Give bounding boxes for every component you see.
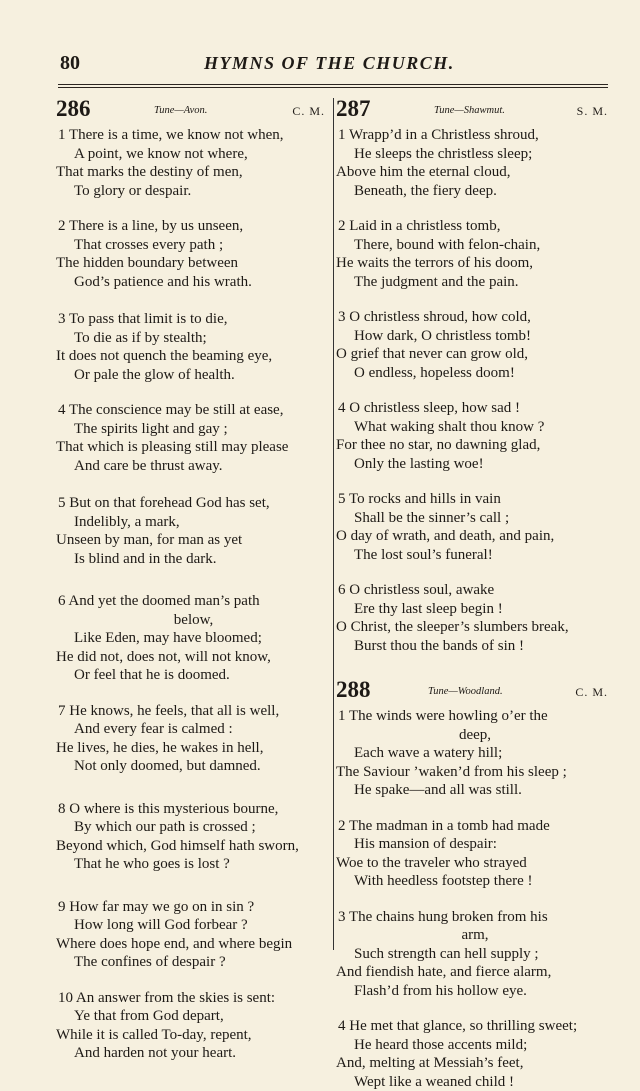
- hymn-meter: S. M.: [577, 104, 608, 119]
- stanza: [336, 817, 614, 891]
- verse-line: 3 The chains hung broken from his: [336, 908, 614, 927]
- verse-line: The spirits light and gay ;: [56, 420, 331, 439]
- verse-line: O day of wrath, and death, and pain,: [336, 527, 614, 546]
- verse-line: arm,: [336, 926, 614, 945]
- stanza: [336, 217, 614, 291]
- verse-line: 1 The winds were howling o’er the: [336, 707, 614, 726]
- verse-line: Woe to the traveler who strayed: [336, 854, 614, 873]
- verse-line: And harden not your heart.: [56, 1044, 331, 1063]
- verse-line: And every fear is calmed :: [56, 720, 331, 739]
- verse-line: Or feel that he is doomed.: [56, 666, 331, 685]
- verse-line: 1 Wrapp’d in a Christless shroud,: [336, 126, 614, 145]
- verse-line: Ere thy last sleep begin !: [336, 600, 614, 619]
- verse-line: 4 The conscience may be still at ease,: [56, 401, 331, 420]
- verse-line: 2 The madman in a tomb had made: [336, 817, 614, 836]
- verse-line: 4 He met that glance, so thrilling sweet;: [336, 1017, 614, 1036]
- hymn-number: 288: [336, 677, 371, 703]
- verse-line: And fiendish hate, and fierce alarm,: [336, 963, 614, 982]
- verse-line: A point, we know not where,: [56, 145, 331, 164]
- verse-line: Ye that from God depart,: [56, 1007, 331, 1026]
- header-rule: [58, 84, 608, 85]
- verse-line: Or pale the glow of health.: [56, 366, 331, 385]
- verse-line: Such strength can hell supply ;: [336, 945, 614, 964]
- verse-line: 4 O christless sleep, how sad !: [336, 399, 614, 418]
- left-column: [56, 96, 331, 1063]
- verse-line: Like Eden, may have bloomed;: [56, 629, 331, 648]
- hymn-number: 287: [336, 96, 371, 122]
- verse-line: To glory or despair.: [56, 182, 331, 201]
- page-number: 80: [60, 52, 80, 75]
- hymn-287: [336, 96, 614, 655]
- hymn-tune: Tune—Avon.: [154, 105, 207, 116]
- verse-line: His mansion of despair:: [336, 835, 614, 854]
- right-column: [336, 96, 614, 1091]
- verse-line: 7 He knows, he feels, that all is well,: [56, 702, 331, 721]
- verse-line: 5 To rocks and hills in vain: [336, 490, 614, 509]
- verse-line: O endless, hopeless doom!: [336, 364, 614, 383]
- verse-line: That which is pleasing still may please: [56, 438, 331, 457]
- hymn-header: [336, 677, 614, 707]
- verse-line: What waking shalt thou know ?: [336, 418, 614, 437]
- verse-line: 10 An answer from the skies is sent:: [56, 989, 331, 1008]
- verse-line: That crosses every path ;: [56, 236, 331, 255]
- verse-line: God’s patience and his wrath.: [56, 273, 331, 292]
- verse-line: By which our path is crossed ;: [56, 818, 331, 837]
- column-divider: [333, 98, 334, 950]
- verse-line: It does not quench the beaming eye,: [56, 347, 331, 366]
- verse-line: 9 How far may we go on in sin ?: [56, 898, 331, 917]
- verse-line: And care be thrust away.: [56, 457, 331, 476]
- verse-line: He did not, does not, will not know,: [56, 648, 331, 667]
- verse-line: For thee no star, no dawning glad,: [336, 436, 614, 455]
- verse-line: Each wave a watery hill;: [336, 744, 614, 763]
- verse-line: Not only doomed, but damned.: [56, 757, 331, 776]
- hymn-288: [336, 677, 614, 1091]
- stanza: [336, 490, 614, 564]
- verse-line: To die as if by stealth;: [56, 329, 331, 348]
- verse-line: The lost soul’s funeral!: [336, 546, 614, 565]
- verse-line: Is blind and in the dark.: [56, 550, 331, 569]
- verse-line: The judgment and the pain.: [336, 273, 614, 292]
- verse-line: The confines of despair ?: [56, 953, 331, 972]
- verse-line: There, bound with felon-chain,: [336, 236, 614, 255]
- stanza: [336, 308, 614, 382]
- verse-line: He waits the terrors of his doom,: [336, 254, 614, 273]
- verse-line: 3 To pass that limit is to die,: [56, 310, 331, 329]
- verse-line: below,: [56, 611, 331, 630]
- stanza: [56, 800, 331, 874]
- stanza: [336, 1017, 614, 1091]
- verse-line: He lives, he dies, he wakes in hell,: [56, 739, 331, 758]
- verse-line: 2 Laid in a christless tomb,: [336, 217, 614, 236]
- hymn-header: [336, 96, 614, 126]
- stanza: [56, 126, 331, 200]
- header-rule-secondary: [58, 87, 608, 88]
- verse-line: Beyond which, God himself hath sworn,: [56, 837, 331, 856]
- hymn-number: 286: [56, 96, 91, 122]
- stanza: [56, 989, 331, 1063]
- verse-line: O grief that never can grow old,: [336, 345, 614, 364]
- verse-line: 3 O christless shroud, how cold,: [336, 308, 614, 327]
- verse-line: How long will God forbear ?: [56, 916, 331, 935]
- verse-line: With heedless footstep there !: [336, 872, 614, 891]
- verse-line: The Saviour ’waken’d from his sleep ;: [336, 763, 614, 782]
- verse-line: He heard those accents mild;: [336, 1036, 614, 1055]
- stanza: [56, 310, 331, 384]
- stanza: [56, 702, 331, 776]
- stanza: [336, 581, 614, 655]
- stanza: [56, 494, 331, 568]
- verse-line: O Christ, the sleeper’s slumbers break,: [336, 618, 614, 637]
- verse-line: 8 O where is this mysterious bourne,: [56, 800, 331, 819]
- verse-line: Indelibly, a mark,: [56, 513, 331, 532]
- stanza: [336, 126, 614, 200]
- verse-line: Flash’d from his hollow eye.: [336, 982, 614, 1001]
- verse-line: 1 There is a time, we know not when,: [56, 126, 331, 145]
- stanza: [56, 592, 331, 685]
- stanza: [336, 399, 614, 473]
- hymn-tune: Tune—Shawmut.: [434, 105, 505, 116]
- verse-line: He sleeps the christless sleep;: [336, 145, 614, 164]
- verse-line: How dark, O christless tomb!: [336, 327, 614, 346]
- stanza: [336, 707, 614, 800]
- verse-line: That he who goes is lost ?: [56, 855, 331, 874]
- verse-line: Above him the eternal cloud,: [336, 163, 614, 182]
- verse-line: 5 But on that forehead God has set,: [56, 494, 331, 513]
- verse-line: deep,: [336, 726, 614, 745]
- verse-line: 6 O christless soul, awake: [336, 581, 614, 600]
- stanza: [56, 898, 331, 972]
- verse-line: 6 And yet the doomed man’s path: [56, 592, 331, 611]
- verse-line: And, melting at Messiah’s feet,: [336, 1054, 614, 1073]
- verse-line: While it is called To-day, repent,: [56, 1026, 331, 1045]
- running-title: HYMNS OF THE CHURCH.: [204, 53, 455, 74]
- stanza: [336, 908, 614, 1001]
- verse-line: The hidden boundary between: [56, 254, 331, 273]
- hymn-meter: C. M.: [575, 685, 608, 700]
- verse-line: Where does hope end, and where begin: [56, 935, 331, 954]
- verse-line: Beneath, the fiery deep.: [336, 182, 614, 201]
- verse-line: Wept like a weaned child !: [336, 1073, 614, 1091]
- page-header: [60, 52, 608, 84]
- verse-line: Only the lasting woe!: [336, 455, 614, 474]
- hymn-tune: Tune—Woodland.: [428, 686, 503, 697]
- verse-line: That marks the destiny of men,: [56, 163, 331, 182]
- hymn-meter: C. M.: [292, 104, 325, 119]
- verse-line: 2 There is a line, by us unseen,: [56, 217, 331, 236]
- verse-line: He spake—and all was still.: [336, 781, 614, 800]
- hymn-286: [56, 96, 331, 1063]
- hymn-header: [56, 96, 331, 126]
- stanza: [56, 401, 331, 475]
- verse-line: Unseen by man, for man as yet: [56, 531, 331, 550]
- verse-line: Shall be the sinner’s call ;: [336, 509, 614, 528]
- verse-line: Burst thou the bands of sin !: [336, 637, 614, 656]
- stanza: [56, 217, 331, 291]
